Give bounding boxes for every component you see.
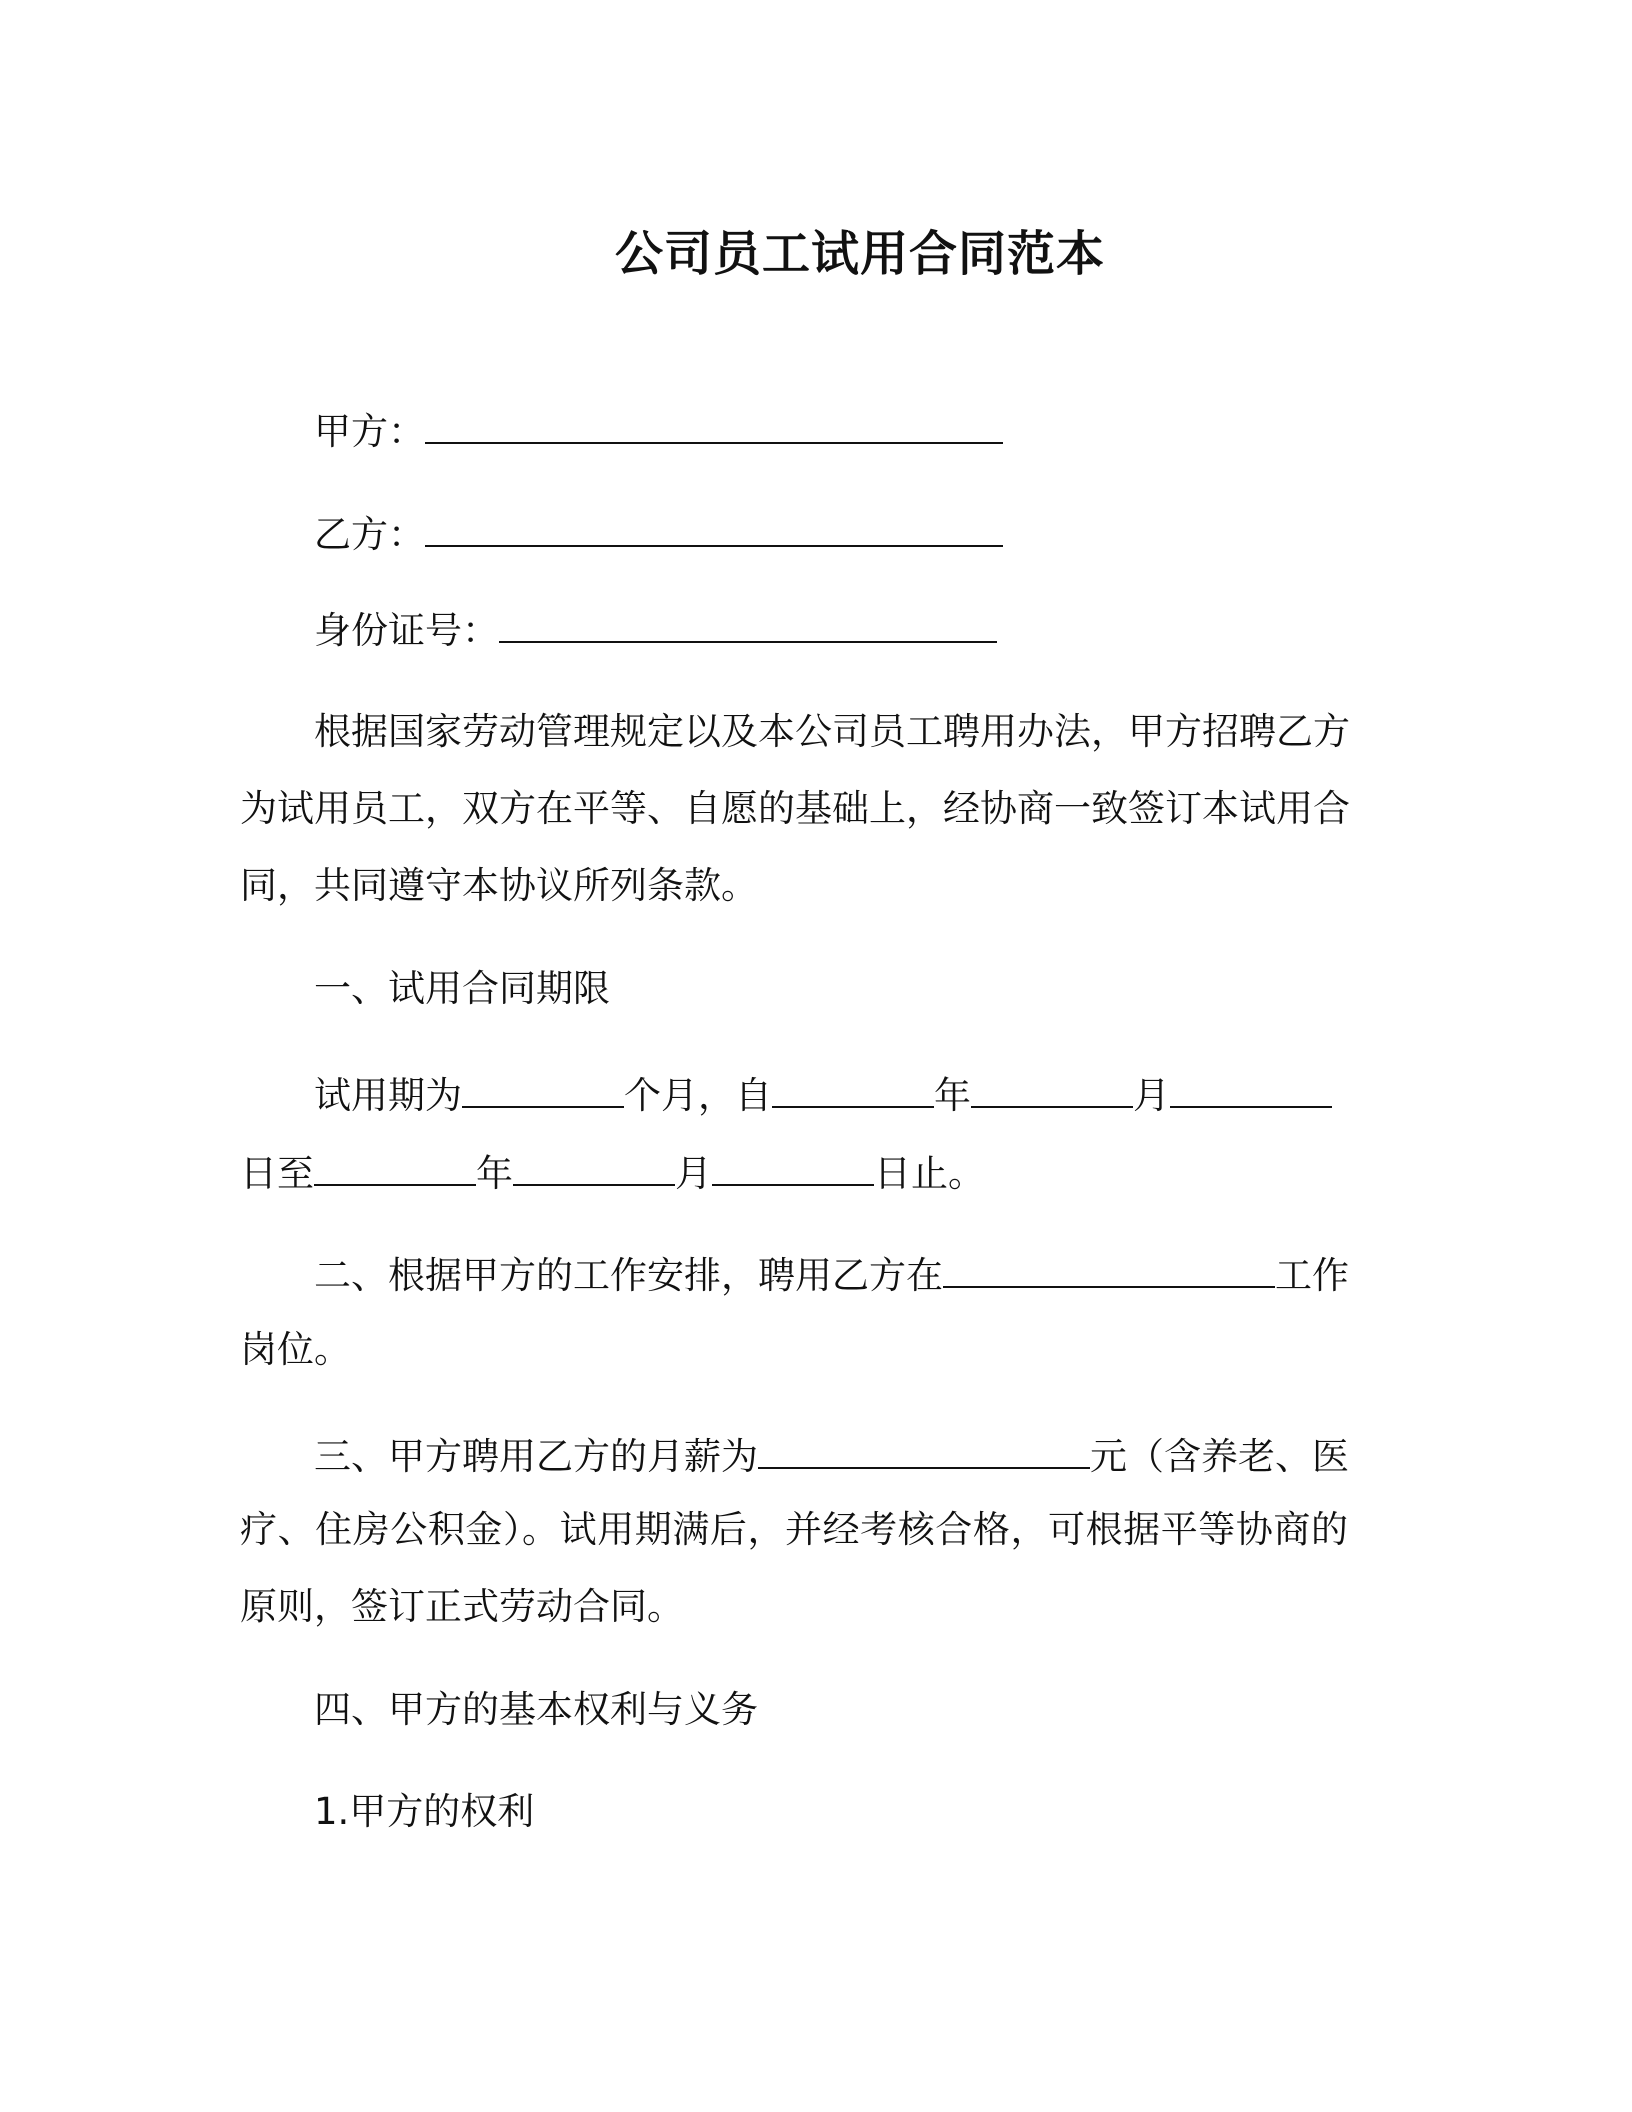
section-4-subheading: 1.甲方的权利 <box>314 1790 535 1833</box>
section-2-line-1 <box>314 1246 1349 1302</box>
section-1-heading: 一、试用合同期限 <box>314 967 610 1010</box>
end-year-label: 年 <box>476 1152 513 1195</box>
section-1-period-line-2 <box>240 1144 985 1200</box>
period-label: 试用期为 <box>314 1074 462 1117</box>
intro-line-1: 根据国家劳动管理规定以及本公司员工聘用办法，甲方招聘乙方 <box>314 710 1350 753</box>
section-3-line-2: 疗、住房公积金）。试用期满后，并经考核合格，可根据平等协商的 <box>240 1508 1348 1551</box>
id-number-blank[interactable] <box>499 601 997 643</box>
start-month-label: 月 <box>1133 1074 1170 1117</box>
section-2-work-label: 工作 <box>1275 1254 1349 1297</box>
end-month-blank[interactable] <box>513 1144 675 1186</box>
intro-line-3: 同，共同遵守本协议所列条款。 <box>240 864 758 907</box>
end-day-label: 日止。 <box>874 1152 985 1195</box>
section-3-salary-note: 元（含养老、医 <box>1090 1435 1349 1478</box>
party-a-row <box>314 402 1003 458</box>
section-2-line-2: 岗位。 <box>240 1328 351 1371</box>
end-year-blank[interactable] <box>314 1144 476 1186</box>
party-b-blank[interactable] <box>425 505 1003 547</box>
party-b-row <box>314 505 1003 561</box>
start-year-label: 年 <box>934 1074 971 1117</box>
section-3-line-1 <box>314 1427 1349 1483</box>
party-b-label: 乙方： <box>314 513 425 556</box>
start-day-blank[interactable] <box>1170 1066 1332 1108</box>
id-number-label: 身份证号： <box>314 609 499 652</box>
period-from-label: 个月，自 <box>624 1074 772 1117</box>
start-year-blank[interactable] <box>772 1066 934 1108</box>
party-a-blank[interactable] <box>425 402 1003 444</box>
section-3-line-3: 原则，签订正式劳动合同。 <box>240 1585 684 1628</box>
start-month-blank[interactable] <box>971 1066 1133 1108</box>
end-from-label: 日至 <box>240 1152 314 1195</box>
section-1-period-line-1 <box>314 1066 1332 1122</box>
monthly-salary-blank[interactable] <box>758 1427 1090 1469</box>
section-3-text: 三、甲方聘用乙方的月薪为 <box>314 1435 758 1478</box>
section-4-heading: 四、甲方的基本权利与义务 <box>314 1688 758 1731</box>
intro-line-2: 为试用员工，双方在平等、自愿的基础上，经协商一致签订本试用合 <box>240 787 1350 830</box>
id-number-row <box>314 601 997 657</box>
end-day-blank[interactable] <box>712 1144 874 1186</box>
section-2-text: 二、根据甲方的工作安排，聘用乙方在 <box>314 1254 943 1297</box>
period-months-blank[interactable] <box>462 1066 624 1108</box>
end-month-label: 月 <box>675 1152 712 1195</box>
document-title: 公司员工试用合同范本 <box>614 226 1105 282</box>
party-a-label: 甲方： <box>314 410 425 453</box>
job-position-blank[interactable] <box>943 1246 1275 1288</box>
